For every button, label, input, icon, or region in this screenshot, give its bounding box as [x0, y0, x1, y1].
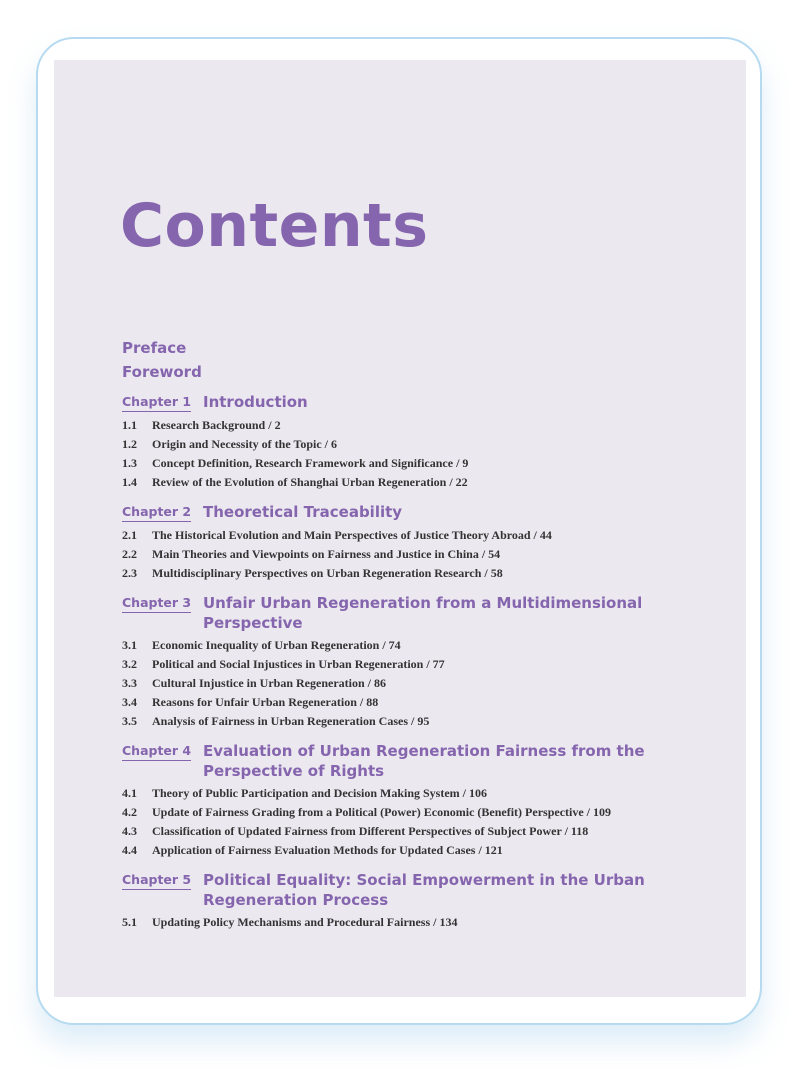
toc-section[interactable]: 4.4 Application of Fairness Evaluation Methods for Updated Cases / 121 — [122, 843, 503, 857]
chapter-3-heading[interactable] — [122, 593, 722, 633]
chapter-2-heading[interactable] — [122, 502, 722, 523]
toc-section[interactable]: 3.1 Economic Inequality of Urban Regeneration / 74 — [122, 638, 401, 652]
chapter-4-sections — [122, 784, 722, 860]
toc-section[interactable]: 2.2 Main Theories and Viewpoints on Fairness and Justice in China / 54 — [122, 547, 501, 561]
toc-section[interactable]: 4.2 Update of Fairness Grading from a Political (Power) Economic (Benefit) Perspective / 109 — [122, 805, 612, 819]
chapter-label: Chapter 4 — [122, 741, 186, 762]
toc-entry-foreword[interactable]: Foreword — [122, 363, 202, 381]
toc-section[interactable]: 4.1 Theory of Public Participation and Decision Making System / 106 — [122, 786, 488, 800]
toc-entry-preface[interactable]: Preface — [122, 339, 187, 357]
toc-section[interactable]: 3.4 Reasons for Unfair Urban Regeneration / 88 — [122, 695, 379, 709]
toc-section[interactable]: 5.1 Updating Policy Mechanisms and Procedural Fairness / 134 — [122, 915, 458, 929]
toc-section[interactable]: 2.1 The Historical Evolution and Main Perspectives of Justice Theory Abroad / 44 — [122, 528, 552, 542]
chapter-label: Chapter 5 — [122, 870, 186, 891]
chapter-label: Chapter 3 — [122, 593, 186, 614]
table-of-contents — [122, 336, 722, 932]
toc-section[interactable]: 1.2 Origin and Necessity of the Topic / 6 — [122, 437, 338, 451]
chapter-title: Theoretical Traceability — [203, 503, 403, 521]
page-title: Contents — [120, 191, 429, 261]
chapter-5-sections — [122, 913, 722, 932]
toc-section[interactable]: 4.3 Classification of Updated Fairness from Different Perspectives of Subject Power / 118 — [122, 824, 589, 838]
toc-section[interactable]: 1.3 Concept Definition, Research Framework and Significance / 9 — [122, 456, 469, 470]
toc-section[interactable]: 3.5 Analysis of Fairness in Urban Regeneration Cases / 95 — [122, 714, 430, 728]
toc-section[interactable]: 1.1 Research Background / 2 — [122, 418, 281, 432]
chapter-title: Unfair Urban Regeneration from a Multidimensional Perspective — [203, 594, 643, 632]
chapter-title: Introduction — [203, 393, 308, 411]
chapter-title: Evaluation of Urban Regeneration Fairness from the Perspective of Rights — [203, 742, 645, 780]
document-page — [54, 60, 746, 997]
chapter-5-heading[interactable] — [122, 870, 722, 910]
chapter-title: Political Equality: Social Empowerment in the Urban Regeneration Process — [203, 871, 645, 909]
chapter-1-heading[interactable] — [122, 392, 722, 413]
chapter-2-sections — [122, 526, 722, 583]
chapter-4-heading[interactable] — [122, 741, 722, 781]
toc-section[interactable]: 3.2 Political and Social Injustices in Urban Regeneration / 77 — [122, 657, 445, 671]
chapter-3-sections — [122, 636, 722, 731]
toc-section[interactable]: 2.3 Multidisciplinary Perspectives on Urban Regeneration Research / 58 — [122, 566, 503, 580]
toc-section[interactable]: 1.4 Review of the Evolution of Shanghai Urban Regeneration / 22 — [122, 475, 468, 489]
chapter-label: Chapter 1 — [122, 392, 186, 413]
chapter-label: Chapter 2 — [122, 502, 186, 523]
chapter-1-sections — [122, 416, 722, 492]
toc-section[interactable]: 3.3 Cultural Injustice in Urban Regeneration / 86 — [122, 676, 386, 690]
